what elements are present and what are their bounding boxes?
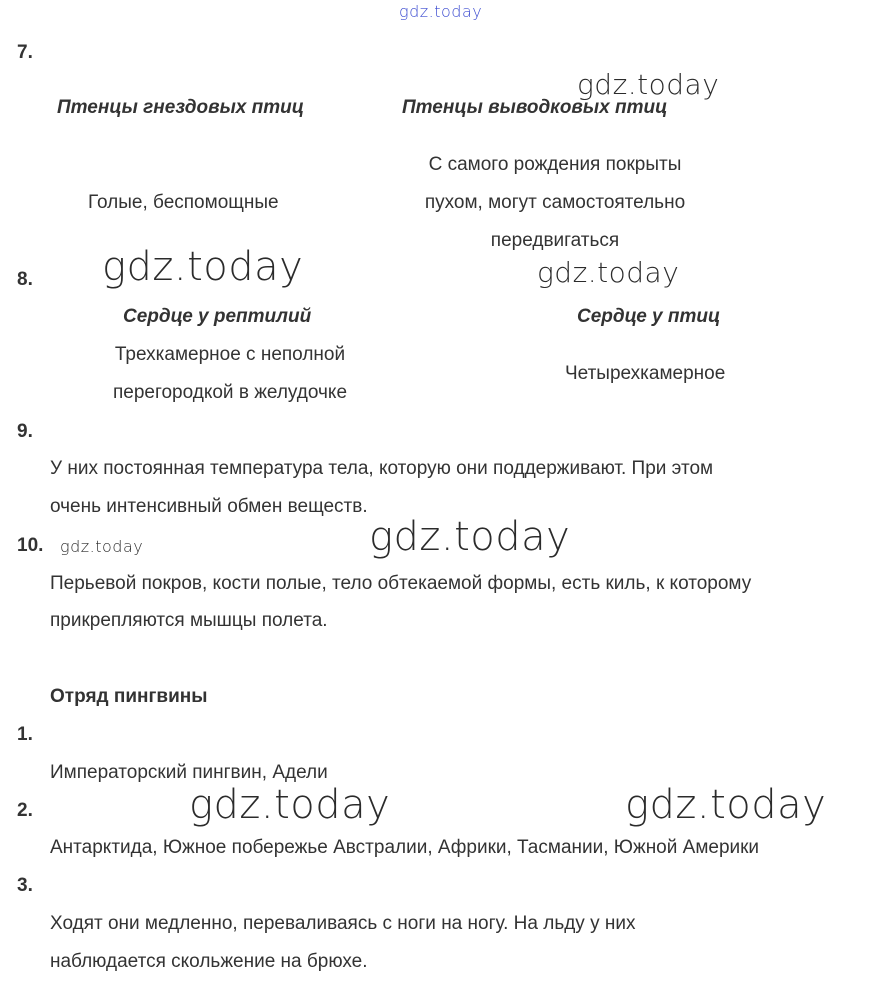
question-number: 3. [17,875,33,896]
watermark: gdz.today [625,782,827,828]
answer-line: прикрепляются мышцы полета. [50,610,328,631]
watermark: gdz.today [537,256,680,289]
answer-cell-right-line: передвигаться [490,230,620,251]
column-header-right: Птенцы выводковых птиц [402,97,668,118]
answer-line: У них постоянная температура тела, которую они поддерживают. При этом [50,458,714,479]
answer-cell-right-line: пухом, могут самостоятельно [424,192,686,213]
question-number: 9. [17,421,33,442]
watermark: gdz.today [60,537,144,556]
answer-cell-left: Голые, беспомощные [88,192,279,213]
question-number: 2. [17,800,33,821]
question-number: 7. [17,42,33,63]
answer-line: Императорский пингвин, Адели [50,762,328,783]
question-number: 8. [17,269,33,290]
answer-line: Антарктида, Южное побережье Австралии, Африки, Тасмании, Южной Америки [50,837,760,858]
watermark-top: gdz.today [399,2,483,21]
watermark: gdz.today [369,514,571,560]
question-number: 1. [17,724,33,745]
column-header-left: Птенцы гнездовых птиц [57,97,305,118]
answer-line: очень интенсивный обмен веществ. [50,496,368,517]
question-number: 10. [17,535,44,556]
answer-cell-right-line: С самого рождения покрыты [428,154,682,175]
column-header-right: Сердце у птиц [577,306,721,327]
column-header-left: Сердце у рептилий [123,306,312,327]
answer-line: Ходят они медленно, переваливаясь с ноги на ногу. На льду у них [50,913,636,934]
answer-cell-right: Четырехкамерное [565,363,726,384]
answer-line: Перьевой покров, кости полые, тело обтекаемой формы, есть киль, к которому [50,573,752,594]
answer-cell-left-line: Трехкамерное с неполной [114,344,346,365]
answer-line: наблюдается скольжение на брюхе. [50,951,368,972]
watermark: gdz.today [577,68,720,101]
watermark: gdz.today [189,782,391,828]
watermark: gdz.today [102,244,304,290]
section-title: Отряд пингвины [50,686,208,707]
answer-cell-left-line: перегородкой в желудочке [112,382,348,403]
